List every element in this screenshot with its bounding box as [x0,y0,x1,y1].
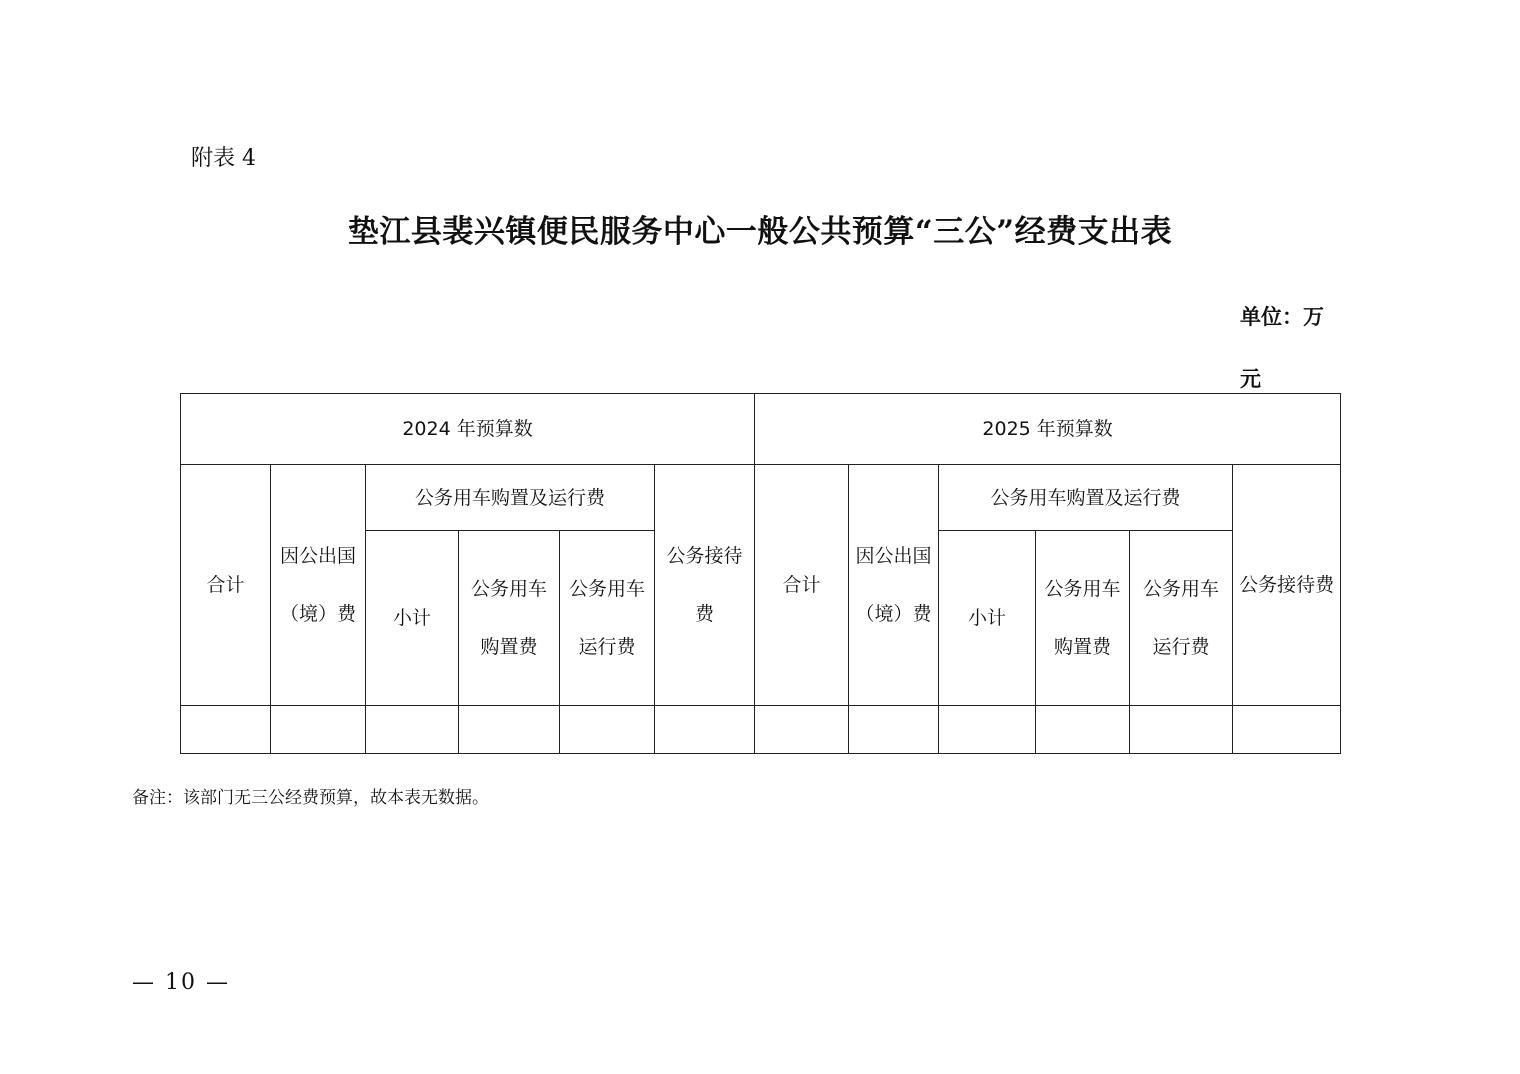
header-2024-abroad [271,465,366,706]
header-text: 因公出国（境）费 [855,545,932,625]
header-2024-vehicle-purchase [459,531,560,706]
unit-label: 单位：万元 [1240,304,1324,391]
table-cell [271,706,366,754]
header-text: 合计 [206,574,245,596]
header-text: 公务用车运行费 [568,578,645,658]
attachment-label: 附表 4 [191,146,256,171]
three-public-expense-table [180,393,1341,754]
table-cell [560,706,655,754]
header-text: 合计 [782,574,821,596]
table-cell [181,706,271,754]
header-2024-vehicle-operation [560,531,655,706]
table-cell [849,706,939,754]
header-text: 公务接待费 [666,545,743,625]
table-header-row-years [181,394,1341,465]
header-text: 公务用车运行费 [1143,578,1220,658]
header-2025-total [755,465,849,706]
header-text: 因公出国（境）费 [279,545,356,625]
table-header-row-categories [181,465,1341,531]
header-2024-reception [655,465,755,706]
header-text: 公务接待费 [1239,574,1335,596]
document-title: 垫江县裴兴镇便民服务中心一般公共预算“三公”经费支出表 [347,214,1173,250]
table-cell [939,706,1036,754]
header-2024-total [181,465,271,706]
header-2025-vehicle-operation [1130,531,1233,706]
table-cell [1233,706,1341,754]
table-cell [366,706,459,754]
header-2025-reception [1233,465,1341,706]
header-2025-vehicle-purchase [1036,531,1130,706]
header-2025-abroad [849,465,939,706]
header-2025-subtotal: 小计 [939,531,1036,706]
header-2025-vehicle-group: 公务用车购置及运行费 [939,465,1233,531]
table-cell [1036,706,1130,754]
table-cell [655,706,755,754]
table-cell [1130,706,1233,754]
page-number: — 10 — [132,970,230,995]
header-text: 公务用车购置费 [470,578,547,658]
header-text: 公务用车购置费 [1044,578,1121,658]
table-cell [755,706,849,754]
header-2024-vehicle-group: 公务用车购置及运行费 [366,465,655,531]
footnote: 备注：该部门无三公经费预算，故本表无数据。 [132,788,489,808]
header-2024-subtotal: 小计 [366,531,459,706]
header-2025-budget: 2025 年预算数 [755,394,1341,465]
table-cell [459,706,560,754]
header-2024-budget: 2024 年预算数 [181,394,755,465]
table-row [181,706,1341,754]
